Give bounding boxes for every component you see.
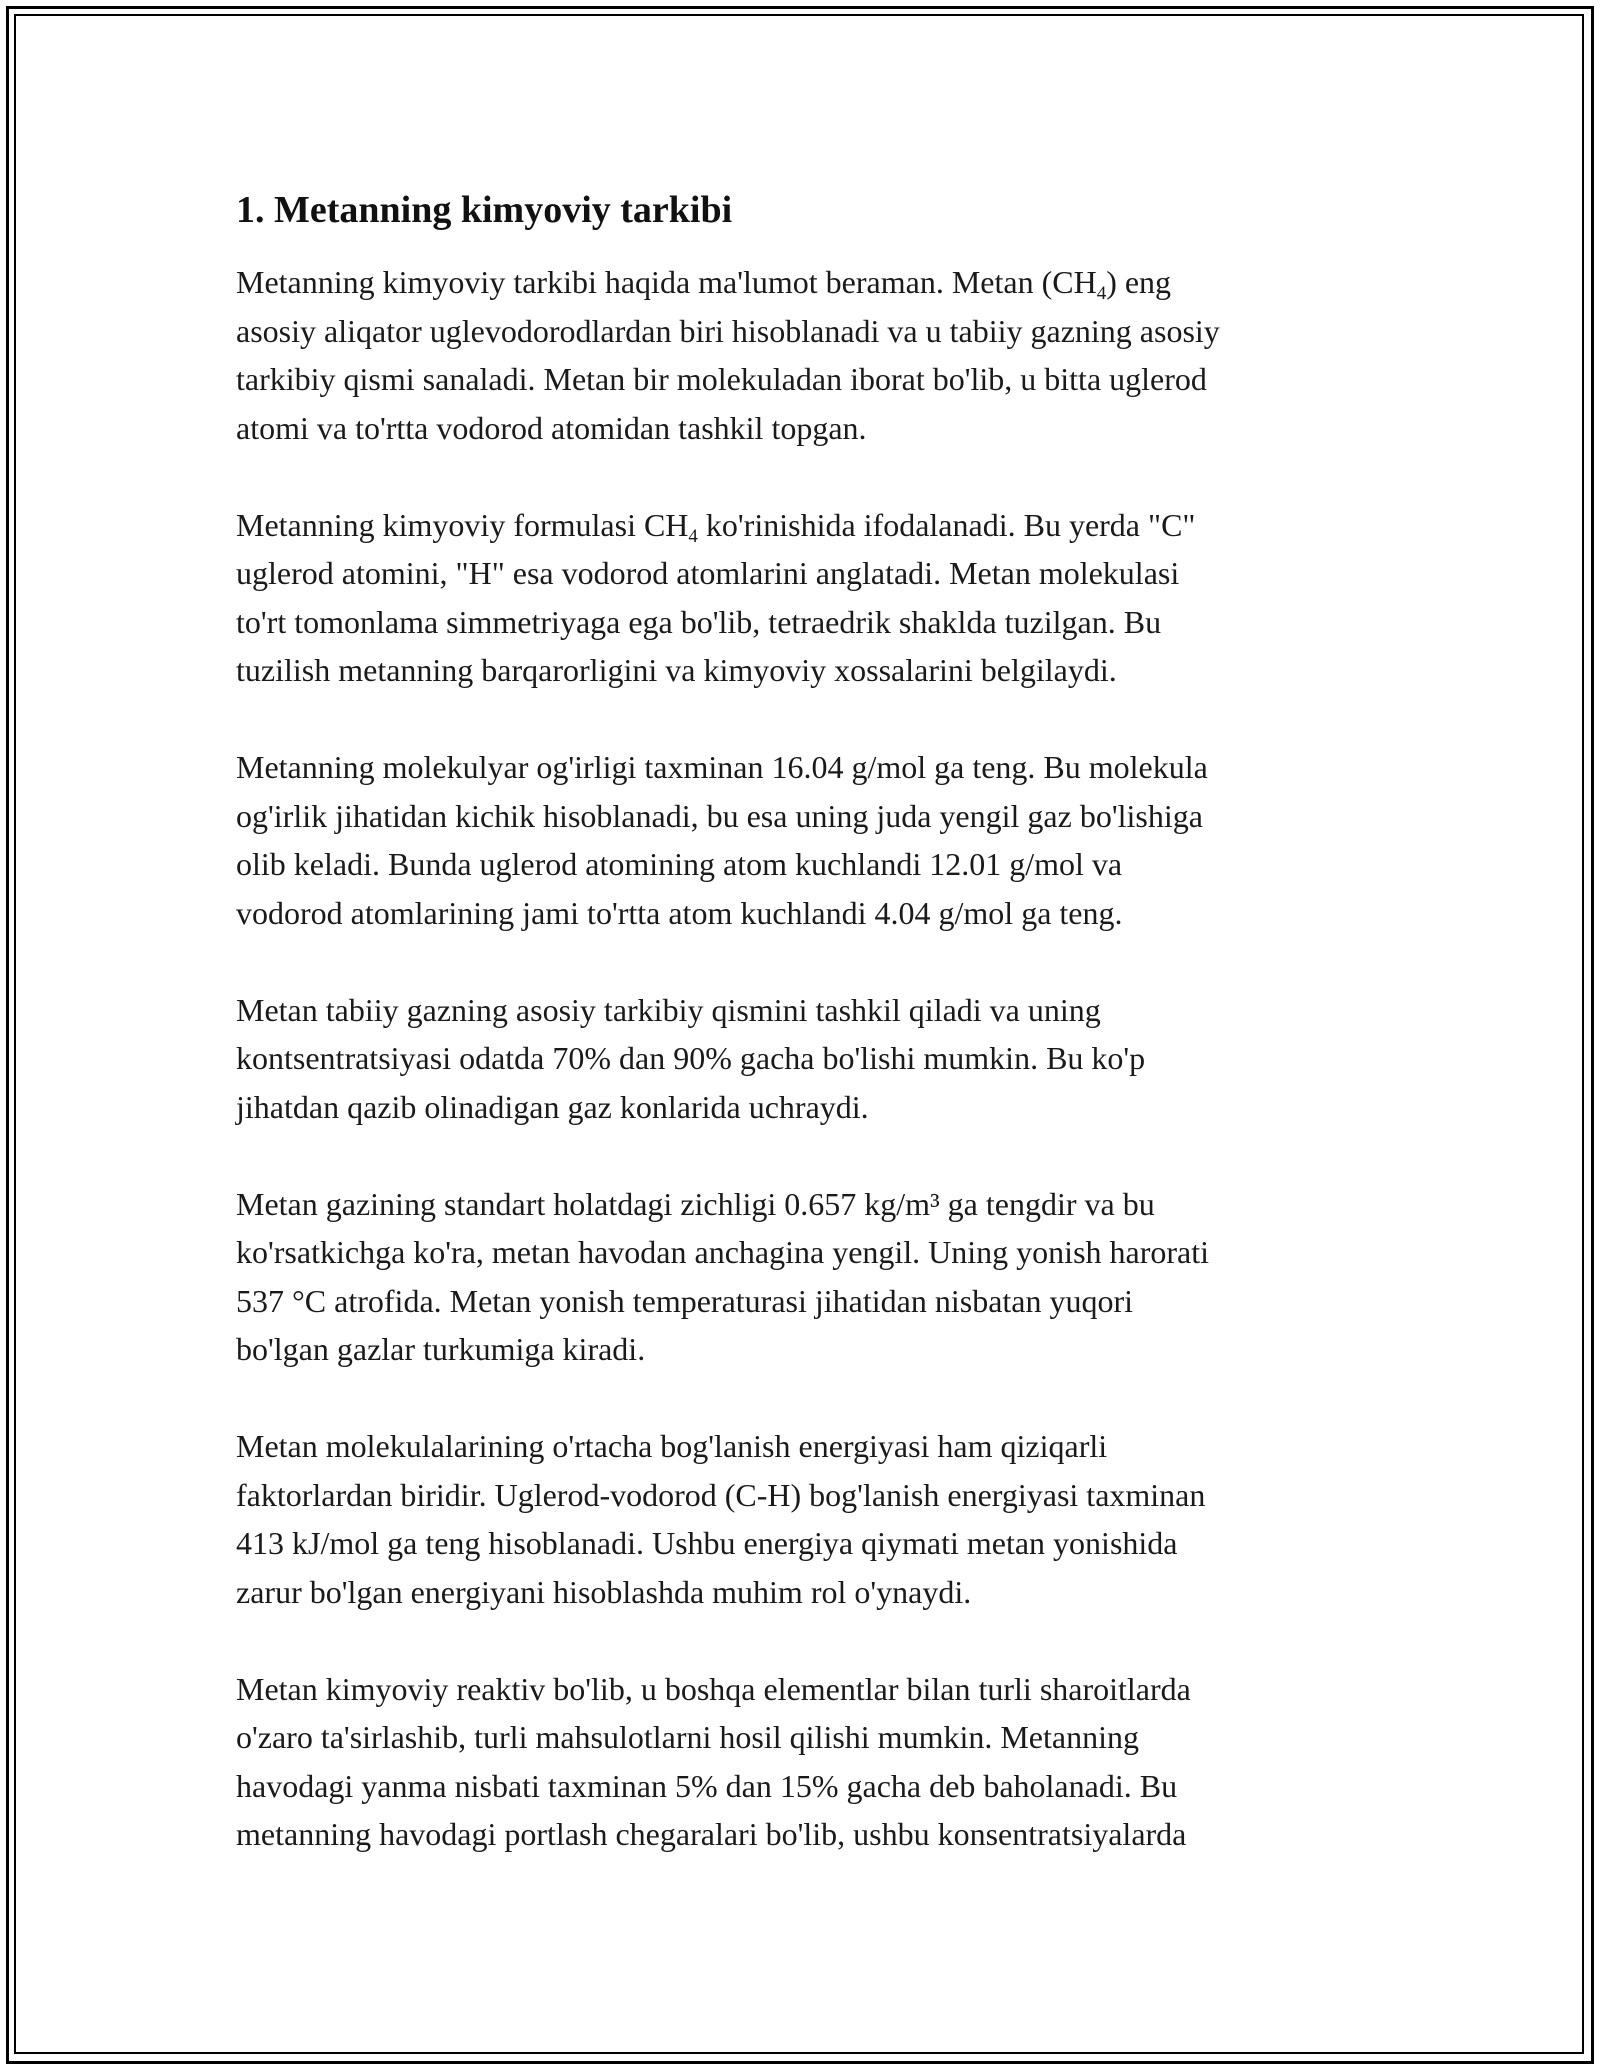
- text-line: [236, 258, 1396, 307]
- text-segment: asosiy aliqator uglevodorodlardan biri hisoblanadi va u tabiiy gazning asosiy: [236, 312, 1220, 349]
- subscript: 4: [1096, 283, 1107, 304]
- text-segment: zarur bo'lgan energiyani hisoblashda muhim rol o'ynaydi.: [236, 1573, 972, 1610]
- text-line: [236, 1180, 1396, 1229]
- text-segment: metanning havodagi portlash chegaralari bo'lib, ushbu konsentratsiyalarda: [236, 1816, 1187, 1852]
- text-segment: ) eng: [1106, 264, 1172, 300]
- paragraph: [236, 258, 1396, 452]
- text-segment: o'zaro ta'sirlashib, turli mahsulotlarni hosil qilishi mumkin. Metanning: [236, 1719, 1139, 1755]
- text-line: [236, 986, 1396, 1035]
- paragraph: [236, 743, 1396, 937]
- document-body: [236, 186, 1396, 1907]
- paragraph: [236, 1422, 1396, 1616]
- text-segment: bo'lgan gazlar turkumiga kiradi.: [236, 1331, 646, 1367]
- text-line: [236, 1083, 1396, 1132]
- text-line: [236, 889, 1396, 938]
- text-segment: tuzilish metanning barqarorligini va kimyoviy xossalarini belgilaydi.: [236, 652, 1117, 688]
- text-segment: Metanning molekulyar og'irligi taxminan 16.04 g/mol ga teng. Bu molekula: [236, 749, 1208, 785]
- text-segment: havodagi yanma nisbati taxminan 5% dan 15% gacha deb baholanadi. Bu: [236, 1767, 1178, 1804]
- text-line: [236, 307, 1396, 356]
- text-line: [236, 840, 1396, 889]
- text-segment: 413 kJ/mol ga teng hisoblanadi. Ushbu energiya qiymati metan yonishida: [236, 1525, 1178, 1561]
- text-line: [236, 355, 1396, 404]
- text-line: [236, 1713, 1396, 1762]
- text-line: [236, 743, 1396, 792]
- text-segment: jihatdan qazib olinadigan gaz konlarida uchraydi.: [236, 1088, 869, 1125]
- text-line: [236, 1568, 1396, 1617]
- text-segment: 537 °C atrofida. Metan yonish temperaturasi jihatidan nisbatan yuqori: [236, 1282, 1134, 1319]
- text-segment: Metanning kimyoviy tarkibi haqida ma'lumot beraman. Metan (CH: [236, 264, 1097, 300]
- text-line: [236, 1810, 1396, 1859]
- paragraph: [236, 501, 1396, 695]
- text-line: [236, 1422, 1396, 1471]
- text-segment: Metanning kimyoviy formulasi CH: [236, 506, 689, 543]
- text-line: [236, 404, 1396, 453]
- text-line: [236, 646, 1396, 695]
- text-line: [236, 1665, 1396, 1714]
- text-segment: tarkibiy qismi sanaladi. Metan bir molekuladan iborat bo'lib, u bitta uglerod: [236, 361, 1207, 397]
- text-segment: Metan gazining standart holatdagi zichligi 0.657 kg/m³ ga tengdir va bu: [236, 1185, 1155, 1222]
- text-line: [236, 1034, 1396, 1083]
- text-line: [236, 1325, 1396, 1374]
- text-segment: atomi va to'rtta vodorod atomidan tashkil topgan.: [236, 409, 867, 446]
- text-line: [236, 792, 1396, 841]
- text-segment: ko'rsatkichga ko'ra, metan havodan anchagina yengil. Uning yonish harorati: [236, 1234, 1210, 1270]
- paragraph: [236, 986, 1396, 1132]
- text-segment: ko'rinishida ifodalanadi. Bu yerda "C": [697, 506, 1196, 543]
- section-heading: 1. Metanning kimyoviy tarkibi: [236, 189, 733, 231]
- text-line: [236, 1519, 1396, 1568]
- text-line: [236, 501, 1396, 550]
- paragraph: [236, 1180, 1396, 1374]
- text-segment: faktorlardan biridir. Uglerod-vodorod (C-H) bog'lanish energiyasi taxminan: [236, 1476, 1206, 1513]
- paragraph: [236, 1665, 1396, 1859]
- subscript: 4: [688, 525, 698, 547]
- text-line: [236, 1762, 1396, 1811]
- text-segment: Metan tabiiy gazning asosiy tarkibiy qismini tashkil qiladi va uning: [236, 991, 1101, 1028]
- text-segment: olib keladi. Bunda uglerod atomining atom kuchlandi 12.01 g/mol va: [236, 846, 1123, 882]
- text-segment: to'rt tomonlama simmetriyaga ega bo'lib, tetraedrik shaklda tuzilgan. Bu: [236, 603, 1162, 640]
- paragraph-list: [236, 258, 1396, 1859]
- text-segment: uglerod atomini, "H" esa vodorod atomlarini anglatadi. Metan molekulasi: [236, 555, 1180, 591]
- text-line: [236, 549, 1396, 598]
- text-segment: Metan kimyoviy reaktiv bo'lib, u boshqa elementlar bilan turli sharoitlarda: [236, 1670, 1191, 1707]
- text-segment: Metan molekulalarining o'rtacha bog'lanish energiyasi ham qiziqarli: [236, 1428, 1108, 1464]
- text-line: [236, 1471, 1396, 1520]
- text-segment: vodorod atomlarining jami to'rtta atom kuchlandi 4.04 g/mol ga teng.: [236, 894, 1123, 931]
- text-line: [236, 1277, 1396, 1326]
- text-line: [236, 598, 1396, 647]
- text-segment: og'irlik jihatidan kichik hisoblanadi, bu esa uning juda yengil gaz bo'lishiga: [236, 797, 1203, 834]
- text-segment: kontsentratsiyasi odatda 70% dan 90% gacha bo'lishi mumkin. Bu ko'p: [236, 1040, 1146, 1076]
- text-line: [236, 1228, 1396, 1277]
